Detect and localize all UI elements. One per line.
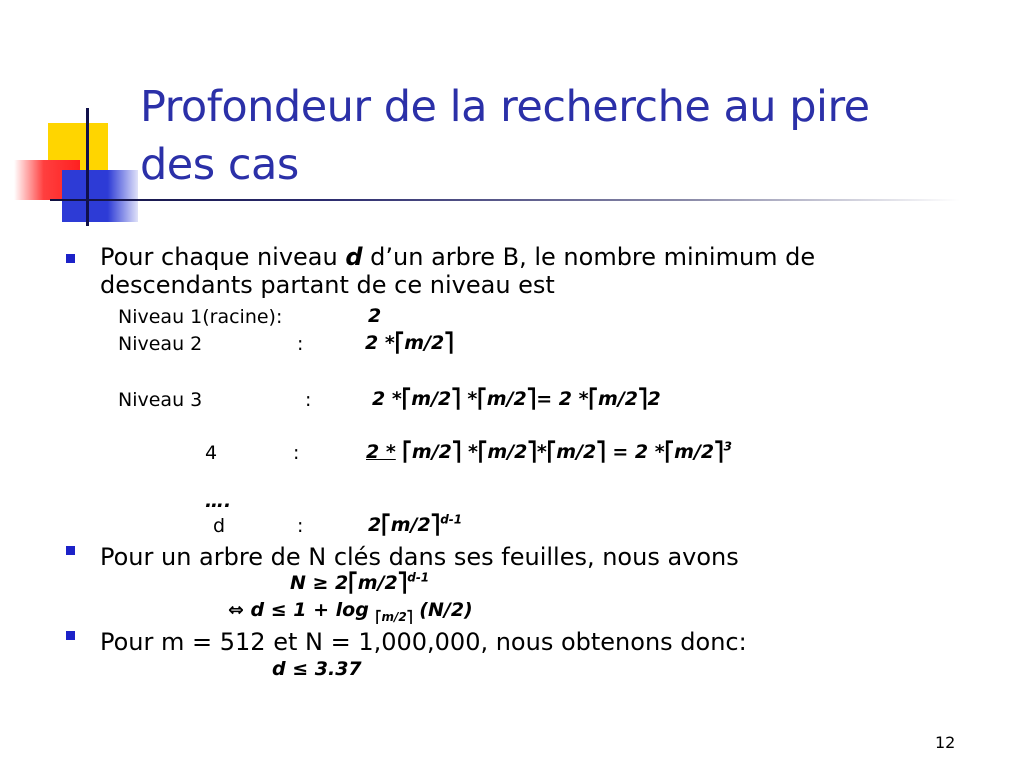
decor-blue-square (62, 170, 138, 222)
level-2-value: 2 *⎡m/2⎤ (365, 332, 454, 354)
bullet-1-line-1 (100, 243, 815, 271)
level-4-underlined: 2 * (366, 441, 396, 463)
level-4-expr: ⎡m/2⎤ *⎡m/2⎤*⎡m/2⎤ = 2 *⎡m/2⎤ (395, 441, 724, 463)
level-3-label: Niveau 3 (118, 389, 203, 411)
page-number: 12 (935, 733, 956, 752)
bullet-marker-2 (66, 546, 75, 555)
slide-title-line-1: Profondeur de la recherche au pire (140, 82, 870, 132)
bullet-marker-3 (66, 631, 75, 640)
level-d-colon: : (297, 515, 304, 537)
bullet-1-post: d’un arbre B, le nombre minimum de (362, 243, 816, 271)
formula-1 (290, 572, 429, 594)
formula-2-pre: ⇔ d ≤ 1 + log (228, 599, 376, 621)
level-d-value (368, 514, 462, 536)
bullet-1-pre: Pour chaque niveau (100, 243, 346, 271)
level-1-label: Niveau 1(racine): (118, 306, 283, 328)
formula-2 (228, 599, 473, 624)
level-ellipsis: …. (205, 490, 232, 512)
bullet-3-text: Pour m = 512 et N = 1,000,000, nous obtenons donc: (100, 628, 747, 656)
formula-3: d ≤ 3.37 (272, 658, 362, 680)
bullet-2-text: Pour un arbre de N clés dans ses feuilles, nous avons (100, 543, 739, 571)
level-3-colon: : (305, 389, 312, 411)
level-4-value (366, 441, 732, 463)
level-4-label: 4 (205, 442, 218, 464)
bullet-marker-1 (66, 254, 75, 263)
bullet-1-d: d (345, 243, 363, 271)
level-d-expr: 2⎡m/2⎤ (368, 514, 441, 536)
level-3-value: 2 *⎡m/2⎤ *⎡m/2⎤= 2 *⎡m/2⎤2 (372, 388, 661, 410)
level-2-colon: : (297, 333, 304, 355)
formula-2-post: (N/2) (412, 599, 473, 621)
level-d-exp: d-1 (440, 512, 463, 527)
level-1-value: 2 (368, 305, 382, 327)
level-d-label: d (213, 515, 226, 537)
decor-vertical-line (86, 108, 89, 226)
formula-1-exp: d-1 (407, 570, 430, 585)
slide-title-line-2: des cas (140, 140, 299, 190)
title-underline (50, 199, 960, 201)
level-4-exp: 3 (723, 439, 732, 454)
formula-2-sub: ⎡m/2⎤ (375, 609, 413, 624)
formula-1-expr: N ≥ 2⎡m/2⎤ (290, 572, 408, 594)
bullet-1-line-2: descendants partant de ce niveau est (100, 271, 555, 299)
slide-title (140, 78, 980, 194)
level-4-colon: : (293, 442, 300, 464)
level-2-label: Niveau 2 (118, 333, 203, 355)
